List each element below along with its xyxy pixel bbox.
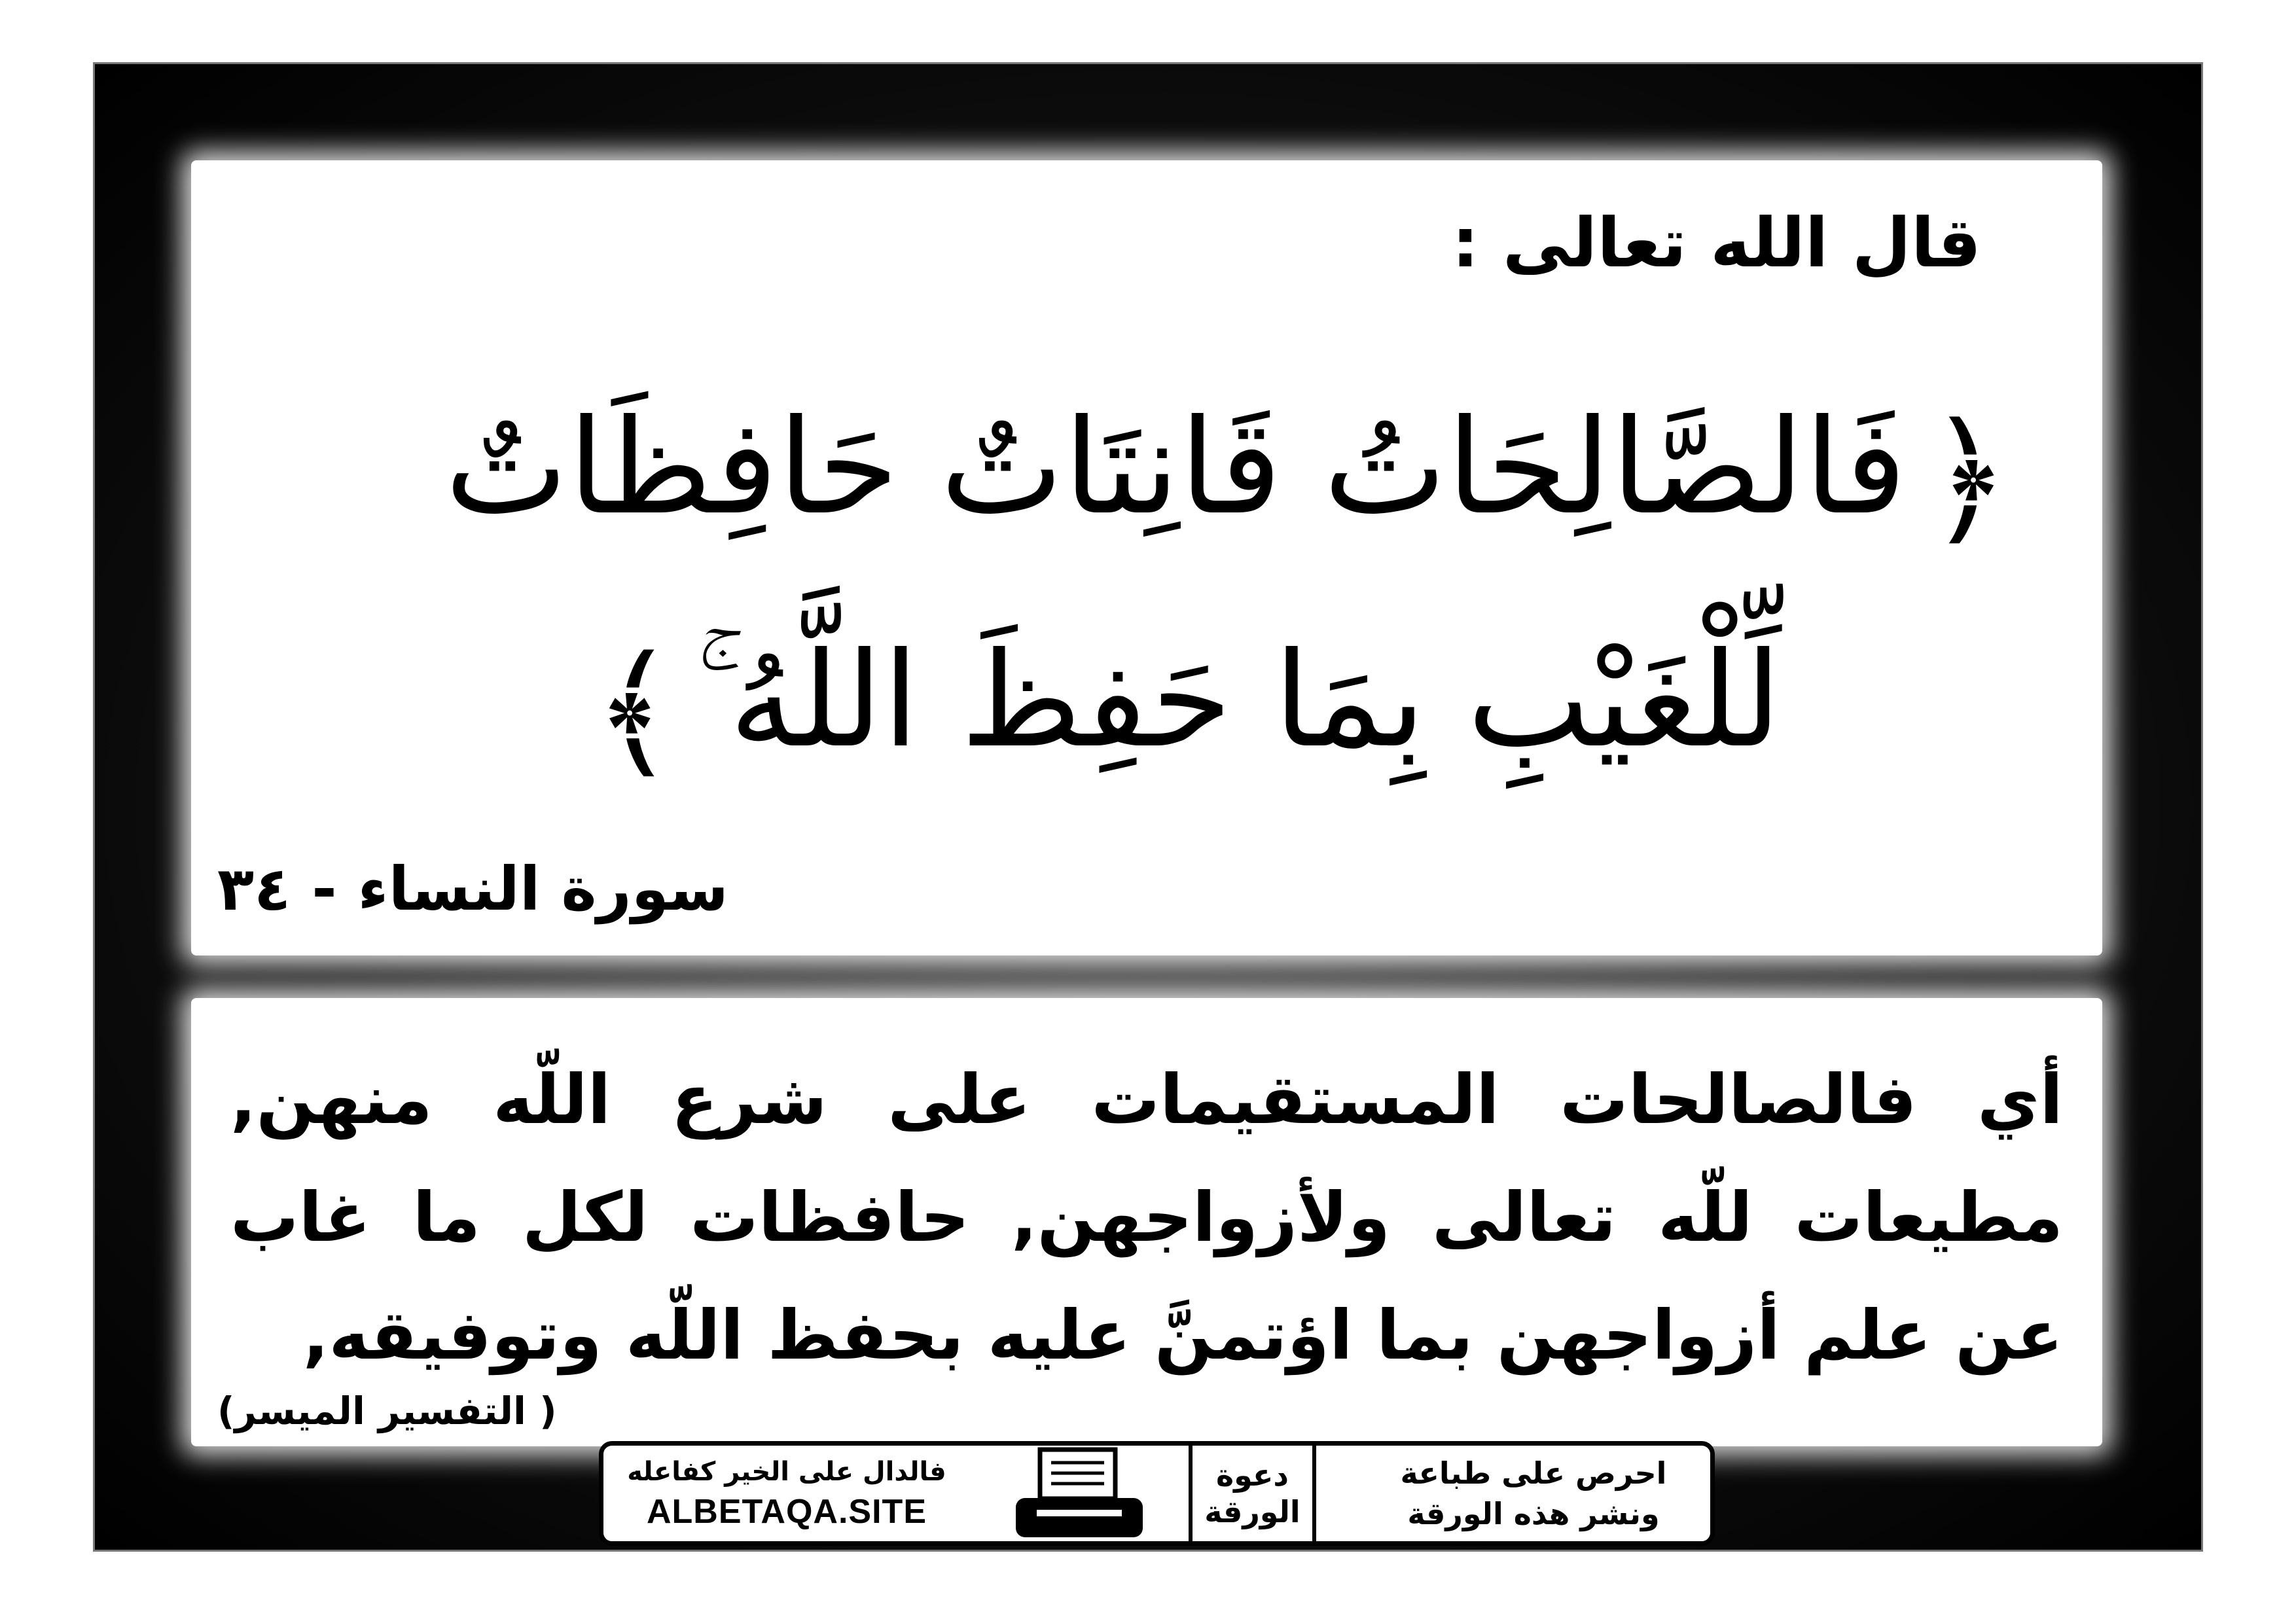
footer-note-line-2: ونشر هذه الورقة bbox=[1407, 1496, 1660, 1531]
tafsir-panel bbox=[191, 998, 2102, 1446]
footer-site-block bbox=[603, 1454, 970, 1533]
footer-slogan: فالدال على الخير كفاعله bbox=[627, 1457, 946, 1487]
tafsir-source: ( التفسير الميسر) bbox=[217, 1389, 557, 1433]
intro-heading: قال الله تعالى : bbox=[1452, 203, 1981, 283]
footer-note-line-1: احرص على طباعة bbox=[1400, 1455, 1667, 1491]
printer-icon bbox=[1011, 1444, 1148, 1543]
dawa-logo bbox=[1189, 1444, 1316, 1543]
footer-bar bbox=[599, 1441, 1715, 1546]
surah-reference: سورة النساء - ٣٤ bbox=[217, 854, 728, 924]
logo-word-1: دعوة bbox=[1215, 1457, 1289, 1493]
ornate-close-bracket: ﴾ bbox=[592, 628, 677, 795]
verse-panel bbox=[191, 160, 2102, 955]
ornate-open-bracket: ﴿ bbox=[1926, 395, 2011, 562]
verse-line-2-text: لِّلْغَيْبِ بِمَا حَفِظَ اللَّهُ ۚ bbox=[696, 624, 1782, 777]
tafsir-text: أي فالصالحات المستقيمات على شرع اللّه منهن, مطيعات للّه تعالى ولأزواجهن, حافظات لكل ما غاب عن علم أزواجهن بما اؤتمنَّ عليه بحفظ اللّه وتوفيقه, bbox=[230, 1060, 2063, 1375]
verse-line-1-text: فَالصَّالِحَاتُ قَانِتَاتٌ حَافِظَاتٌ bbox=[444, 391, 1907, 544]
verse-line-2 bbox=[224, 590, 2030, 823]
verse-line-1 bbox=[224, 357, 2030, 590]
footer-print-note bbox=[1357, 1453, 1710, 1534]
quran-verse bbox=[224, 357, 2030, 823]
footer-site-url[interactable]: ALBETAQA.SITE bbox=[646, 1493, 927, 1531]
logo-word-2: الورقة bbox=[1204, 1494, 1300, 1529]
